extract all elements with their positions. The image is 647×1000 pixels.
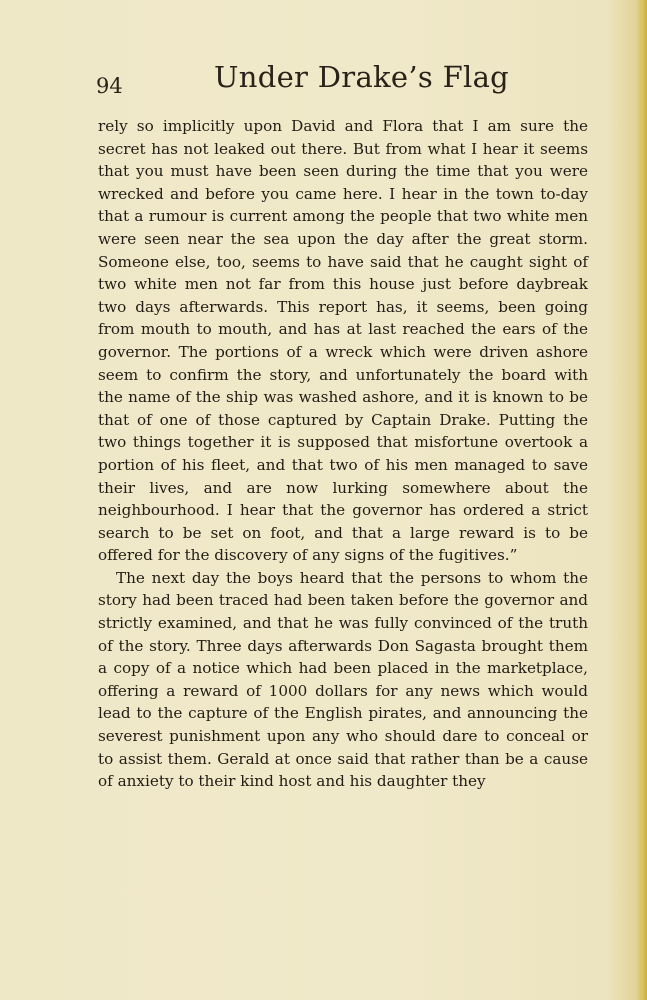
paragraph: rely so implicitly upon David and Flora that I am sure the secret has not leaked out there. But from what I hear it seems that you must have been seen during the time that you were wrecked and before you came here. I hear in the town to-day that a rumour is current among the people that two white men were seen near the sea upon the day after the great storm. Someone else, too, seems to have said that he caught sight of two white men not far from this house just before daybreak two days afterwards. This report has, it seems, been going from mouth to mouth, and has at last reached the ears of the governor. The portions of a wreck which were driven ashore seem to confirm the story, and unfortunately the board with the name of the ship was washed ashore, and it is known to be that of one of those captured by Captain Drake. Putting the two things together it is supposed that misfortune overtook a portion of his fleet, and that two of his men managed to save their lives, and are now lurking somewhere about the neighbourhood. I hear that the governor has ordered a strict search to be set on foot, and that a large reward is to be offered for the discovery of any signs of the fugitives.” <box>98 117 588 565</box>
page-edge <box>637 0 647 1000</box>
page-number: 94 <box>96 74 123 98</box>
body-text <box>98 115 588 793</box>
running-title: Under Drake’s Flag <box>214 60 510 94</box>
page-header <box>96 60 590 110</box>
paragraph: The next day the boys heard that the persons to whom the story had been traced had been taken before the governor and strictly examined, and that he was fully convinced of the truth of the story. Three days afterwards Don Sagasta brought them a copy of a notice which had been placed in the marketplace, offering a reward of 1000 dollars for any news which would lead to the capture of the English pirates, and announcing the severest punishment upon any who should dare to conceal or to assist them. Gerald at once said that rather than be a cause of anxiety to their kind host and his daughter they <box>98 568 588 791</box>
